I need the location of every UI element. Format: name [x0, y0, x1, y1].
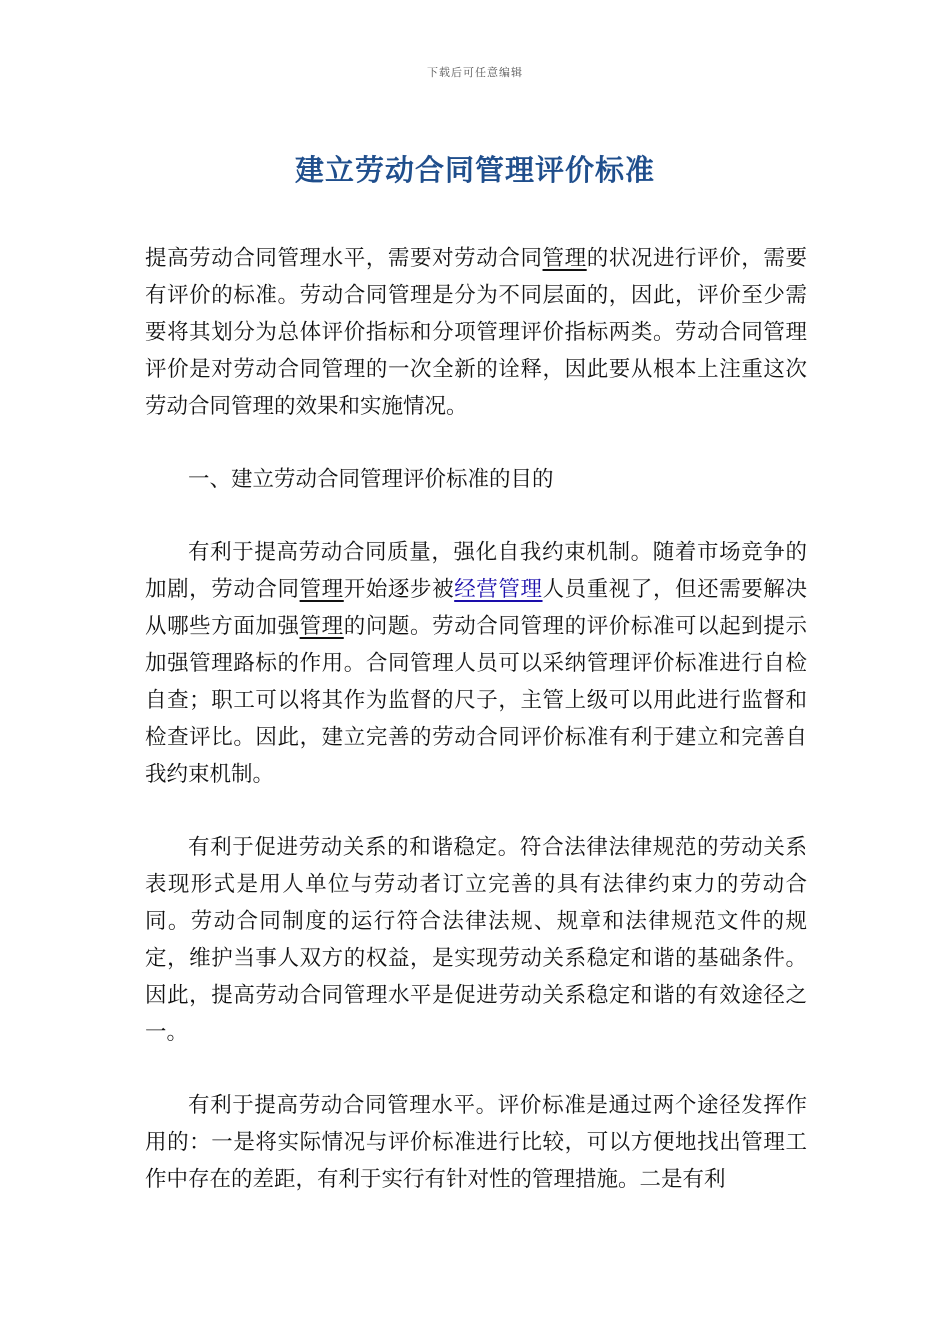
document-body [145, 240, 807, 1234]
text-span: 的问题。劳动合同管理的评价标准可以起到提示加强管理路标的作用。合同管理人员可以采纳管理评价标准进行自检自查；职工可以将其作为监督的尺子，主管上级可以用此进行监督和检查评比。因此，建立完善的劳动合同评价标准有利于建立和完善自我约束机制。 [145, 614, 807, 787]
paragraph-level: 有利于提高劳动合同管理水平。评价标准是通过两个途径发挥作用的：一是将实际情况与评价标准进行比较，可以方便地找出管理工作中存在的差距，有利于实行有针对性的管理措施。二是有利 [145, 1093, 807, 1192]
text-span: 人员重视了，但还需要解决从哪些方面加强 [145, 577, 807, 639]
underlined-term-management[interactable]: 管理 [299, 614, 344, 639]
underlined-term-management[interactable]: 管理 [299, 577, 344, 602]
underlined-term-management[interactable]: 管理 [542, 246, 587, 271]
document-title: 建立劳动合同管理评价标准 [294, 153, 655, 187]
page-header-note: 下载后可任意编辑 [427, 66, 523, 79]
text-span: 开始逐步被 [343, 577, 455, 602]
text-span: 的状况进行评价，需要有评价的标准。劳动合同管理是分为不同层面的，因此，评价至少需要将其划分为总体评价指标和分项管理评价指标两类。劳动合同管理评价是对劳动合同管理的一次全新的诠释，因此要从根本上注重这次劳动合同管理的效果和实施情况。 [145, 246, 807, 419]
text-span: 提高劳动合同管理水平，需要对劳动合同 [145, 246, 543, 271]
text-span: 有利于提高劳动合同质量，强化自我约束机制。随着市场竞争的加剧，劳动合同 [145, 540, 807, 602]
paragraph-intro [145, 240, 807, 425]
paragraph-quality [145, 534, 807, 793]
link-business-management[interactable]: 经营管理 [454, 577, 543, 602]
section-heading-1: 一、建立劳动合同管理评价标准的目的 [188, 467, 554, 492]
paragraph-harmony: 有利于促进劳动关系的和谐稳定。符合法律法律规范的劳动关系表现形式是用人单位与劳动者订立完善的具有法律约束力的劳动合同。劳动合同制度的运行符合法律法规、规章和法律规范文件的规定，维护当事人双方的权益，是实现劳动关系稳定和谐的基础条件。因此，提高劳动合同管理水平是促进劳动关系稳定和谐的有效途径之一。 [145, 835, 807, 1045]
